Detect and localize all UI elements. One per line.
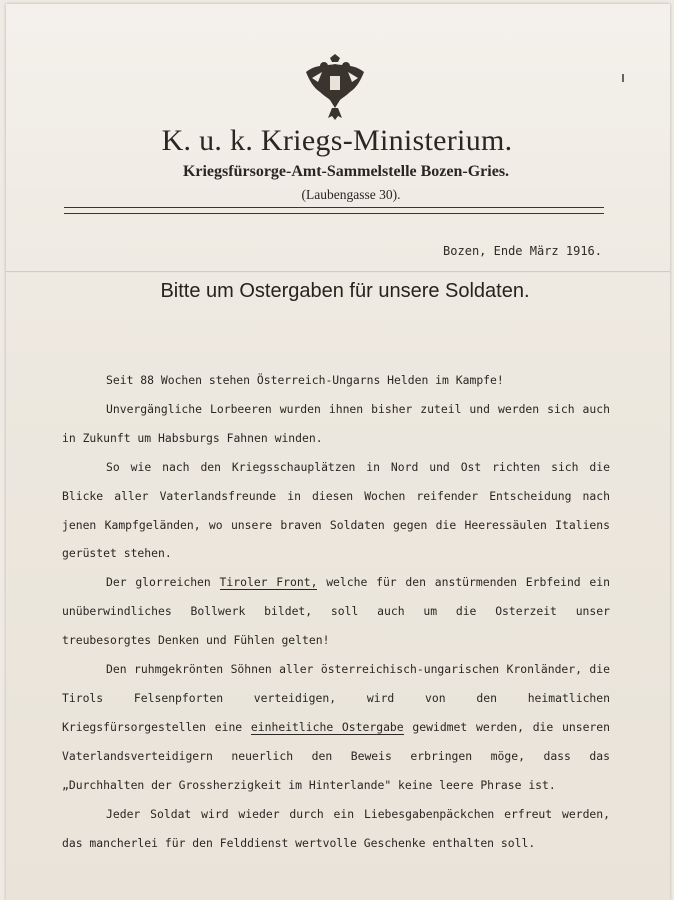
letter-heading: Bitte um Ostergaben für unsere Soldaten.: [160, 280, 530, 302]
header-rule: [64, 207, 604, 208]
paragraph: Seit 88 Wochen stehen Österreich-Ungarns Helden im Kampfe!: [106, 373, 504, 387]
letter-date: Bozen, Ende März 1916.: [443, 244, 602, 258]
letterhead-address: (Laubengasse 30).: [301, 187, 401, 202]
double-headed-eagle-icon: [300, 52, 370, 122]
paragraph: Der glorreichen Tiroler Front, welche für den anstürmenden Erbfeind ein unüberwindliches Bollwerk bildet, soll auch um die Osterzeit unser treubesorgtes Denken und Fühlen gelten!: [62, 575, 610, 648]
letter-body: [62, 366, 610, 857]
paragraph: Unvergängliche Lorbeeren wurden ihnen bisher zuteil und werden sich auch in Zukunft um Habsburgs Fahnen winden.: [62, 401, 610, 445]
letterhead-subtitle: Kriegsfürsorge-Amt-Sammelstelle Bozen-Gries.: [182, 163, 510, 180]
paragraph: Jeder Soldat wird wieder durch ein Liebesgabenpäckchen erfreut werden, das mancherlei für den Felddienst wertvolle Geschenke enthalten soll.: [62, 806, 610, 850]
paragraph: Den ruhmgekrönten Söhnen aller österreichisch-ungarischen Kronländer, die Tirols Felsenpforten verteidigen, wird von den heimatlichen Kriegsfürsorgestellen eine einheitliche Ostergabe gewidmet werden, die unseren Vaterlandsverteidigern neuerlich den Beweis erbringen möge, dass das „Durchhalten der Grossherzigkeit im Hinterlande" keine leere Phrase ist.: [62, 662, 611, 792]
underlined-phrase: einheitliche Ostergabe: [250, 719, 404, 734]
letterhead-title: K. u. k. Kriegs-Ministerium.: [161, 124, 513, 157]
header-rule: [64, 213, 604, 214]
paper-fold: [6, 271, 670, 273]
paragraph: So wie nach den Kriegsschauplätzen in Nord und Ost richten sich die Blicke aller Vaterlandsfreunde in diesen Wochen reifender Entscheidung nach jenen Kampfgeländen, wo unsere braven Soldaten gegen die Heeressäulen Italiens gerüstet stehen.: [62, 459, 610, 561]
ink-mark: [622, 74, 624, 82]
underlined-phrase: Tiroler Front,: [219, 575, 318, 590]
